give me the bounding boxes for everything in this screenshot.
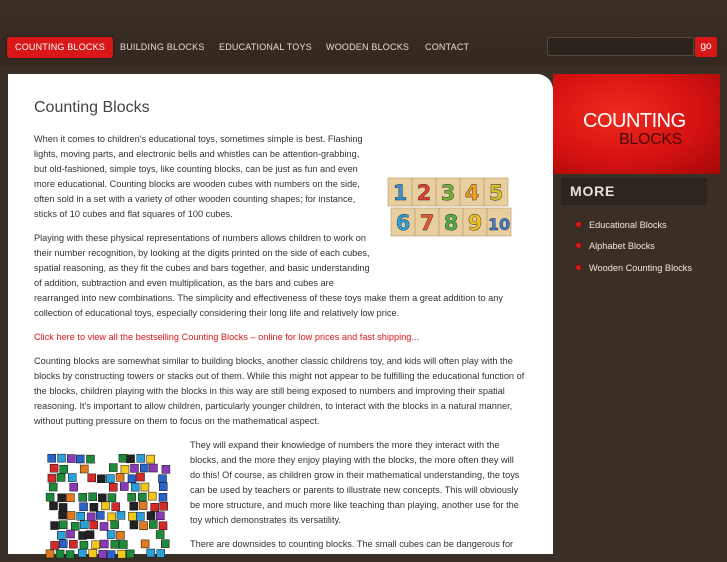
sidebar-item-wooden-counting-blocks[interactable] xyxy=(576,263,692,273)
number-block-digit: 5 xyxy=(488,181,504,205)
stacked-cube xyxy=(130,502,138,510)
stacked-cube xyxy=(140,522,148,530)
stacked-cube xyxy=(66,551,74,559)
stacked-cube xyxy=(111,540,119,548)
stacked-cube xyxy=(157,549,165,557)
stacked-cube xyxy=(96,511,104,519)
stacked-cube xyxy=(137,454,145,462)
stacked-cube xyxy=(80,503,88,511)
stacked-cube xyxy=(79,532,87,540)
nav-contact[interactable]: CONTACT xyxy=(425,42,470,52)
stacked-cube xyxy=(97,475,105,483)
stacked-cube xyxy=(88,474,96,482)
more-heading: MORE xyxy=(561,178,707,205)
stacked-cube xyxy=(59,540,67,548)
sidebar-item-educational-blocks[interactable] xyxy=(576,220,667,230)
sidebar-item-label: Educational Blocks xyxy=(589,220,667,230)
stacked-cube xyxy=(107,531,115,539)
stacked-cube xyxy=(50,464,58,472)
nav-wooden-blocks[interactable]: WOODEN BLOCKS xyxy=(326,42,410,52)
paragraph-number-recognition-a: Playing with these physical representations of numbers allows children to work on their number recognition, by looking at the digits printed on the side of each cubes, spatial reasoning, as they fit the cubes and bars together, and basic understanding of addition, subtraction and even multiplication, as the bars and cubes are rearranged into new combinations. The simplicity and effectiveness of these toys make them a great addition to any collection of educational toys, especially considering their long life and relatively low price. xyxy=(34,233,503,319)
stacked-cube xyxy=(46,493,54,501)
stacked-cube xyxy=(80,521,88,529)
nav-educational-toys[interactable]: EDUCATIONAL TOYS xyxy=(219,42,312,52)
stacked-cube xyxy=(51,522,59,530)
stacked-cube xyxy=(160,502,168,510)
stacked-cube xyxy=(108,513,116,521)
stacked-cube xyxy=(76,455,84,463)
bullet-icon xyxy=(576,243,581,248)
stacked-cube xyxy=(148,492,156,500)
stacked-cube xyxy=(107,551,115,559)
stacked-cube xyxy=(60,465,68,473)
stacked-cube xyxy=(116,473,124,481)
stacked-cube xyxy=(57,473,65,481)
stacked-cube xyxy=(70,483,78,491)
stacked-cube xyxy=(87,513,95,521)
search-input[interactable] xyxy=(547,37,694,56)
stacked-cube xyxy=(159,522,167,530)
stacked-cube xyxy=(156,512,164,520)
stacked-cube xyxy=(67,511,75,519)
stacked-cube xyxy=(120,483,128,491)
stacked-cube xyxy=(127,455,135,463)
stacked-cube xyxy=(89,549,97,557)
stacked-cube xyxy=(90,503,98,511)
number-block-digit: 10 xyxy=(487,215,511,234)
stacked-cube xyxy=(108,494,116,502)
stacked-cube xyxy=(100,540,108,548)
stacked-cube xyxy=(149,464,157,472)
stacked-cube xyxy=(59,511,67,519)
stacked-cube xyxy=(116,531,124,539)
paragraph-downsides: There are downsides to counting blocks. The small cubes can be dangerous for xyxy=(190,539,514,549)
stacked-cube xyxy=(156,531,164,539)
stacked-cube xyxy=(48,454,56,462)
stacked-cube xyxy=(128,512,136,520)
stacked-cube xyxy=(101,502,109,510)
stacked-cube xyxy=(46,550,54,558)
counting-blocks-banner xyxy=(553,74,720,174)
page-title: Counting Blocks xyxy=(34,99,150,116)
stacked-cube xyxy=(147,549,155,557)
stacked-cube xyxy=(58,454,66,462)
stacked-cube xyxy=(67,530,75,538)
paragraph-expand: They will expand their knowledge of numbers the more they interact with the blocks, and the more they enjoy playing with the blocks, the more often they will do this! Of course, as children grow in their mathematical understanding, the toys can be used by teachers or parents to illustrate new concepts. This will obviously be more structure, and much more like teaching than playing, another use for the toy which demonstrates its versatility. xyxy=(190,440,520,526)
stacked-cube xyxy=(140,464,148,472)
stacked-cube xyxy=(90,521,98,529)
stacked-cube xyxy=(117,511,125,519)
stacked-cube xyxy=(80,541,88,549)
paragraph-building: Counting blocks are somewhat similar to building blocks, another classic childrens toy, and kids will often play with the blocks by constructing towers or stacks out of them. While this might not appear to be fulfilling the educational function of the blocks, children playing with the blocks in this way are still being exposed to numbers and improving their spatial reasoning. It's important to allow children, particularly younger children, to interact with the blocks in a natural manner, without putting pressure on them to focus on the mathematical aspect. xyxy=(34,356,525,427)
stacked-cube xyxy=(128,475,136,483)
stacked-cube xyxy=(138,493,146,501)
nav-counting-blocks[interactable]: COUNTING BLOCKS xyxy=(7,37,113,58)
stacked-cube xyxy=(128,493,136,501)
bestselling-link[interactable]: Click here to view all the bestselling Counting Blocks – online for low prices and fast shipping... xyxy=(34,332,420,342)
stacked-cube xyxy=(68,474,76,482)
number-block-digit: 4 xyxy=(464,181,480,205)
bullet-icon xyxy=(576,265,581,270)
stacked-cube xyxy=(106,475,114,483)
stacked-cube xyxy=(59,503,67,511)
number-block-digit: 2 xyxy=(416,181,432,205)
banner-line1: COUNTING xyxy=(583,110,686,132)
stacked-cube xyxy=(130,464,138,472)
stacked-cube xyxy=(100,522,108,530)
stacked-cube xyxy=(141,483,149,491)
stacked-cube xyxy=(86,455,94,463)
stacked-cube xyxy=(151,503,159,511)
stacked-cube xyxy=(51,541,59,549)
stacked-blocks-image xyxy=(42,452,182,562)
stacked-cube xyxy=(162,465,170,473)
stacked-cube xyxy=(139,502,147,510)
stacked-cube xyxy=(119,454,127,462)
sidebar-item-label: Wooden Counting Blocks xyxy=(589,263,692,273)
stacked-cube xyxy=(137,473,145,481)
stacked-cube xyxy=(57,531,65,539)
stacked-cube xyxy=(59,521,67,529)
stacked-cube xyxy=(56,550,64,558)
bullet-icon xyxy=(576,222,581,227)
stacked-cube xyxy=(159,483,167,491)
stacked-cube xyxy=(130,521,138,529)
stacked-cube xyxy=(131,483,139,491)
stacked-cube xyxy=(112,503,120,511)
number-block-digit: 8 xyxy=(443,211,459,235)
stacked-cube xyxy=(50,502,58,510)
stacked-cube xyxy=(89,493,97,501)
sidebar-item-alphabet-blocks[interactable] xyxy=(576,241,655,251)
main-content xyxy=(8,74,553,554)
number-block-digit: 1 xyxy=(392,181,408,205)
stacked-cube xyxy=(149,521,157,529)
stacked-cube xyxy=(119,540,127,548)
stacked-cube xyxy=(147,512,155,520)
number-block-digit: 6 xyxy=(395,211,411,235)
stacked-cube xyxy=(79,493,87,501)
stacked-cube xyxy=(71,522,79,530)
stacked-cube xyxy=(69,540,77,548)
stacked-cube xyxy=(80,465,88,473)
stacked-cube xyxy=(126,550,134,558)
stacked-cube xyxy=(67,455,75,463)
banner-line2: BLOCKS xyxy=(619,131,683,148)
stacked-cube xyxy=(109,483,117,491)
sidebar-item-label: Alphabet Blocks xyxy=(589,241,655,251)
search-go-button[interactable]: go xyxy=(695,37,717,57)
stacked-cube xyxy=(141,540,149,548)
nav-building-blocks[interactable]: BUILDING BLOCKS xyxy=(120,42,205,52)
stacked-cube xyxy=(118,550,126,558)
stacked-cube xyxy=(78,549,86,557)
stacked-cube xyxy=(77,512,85,520)
stacked-cube xyxy=(48,474,56,482)
number-block-digit: 3 xyxy=(440,181,456,205)
stacked-cube xyxy=(159,493,167,501)
stacked-cube xyxy=(121,465,129,473)
stacked-cube xyxy=(158,475,166,483)
stacked-cube xyxy=(161,540,169,548)
stacked-cube xyxy=(66,494,74,502)
paragraph-intro: When it comes to children's educational toys, sometimes simple is best. Flashing lights, moving parts, and electronic bells and whistles can be attention-grabbing, but old-fashioned, simple toys, like counting blocks, can be just as fun and even more educational. Counting blocks are wooden cubes with numbers on the side, often sold in a set with a variety of other wooden counting shapes; for instance, sticks of 10 cubes and flat squares of 100 cubes. xyxy=(34,134,363,220)
stacked-cube xyxy=(98,494,106,502)
stacked-cube xyxy=(99,550,107,558)
number-block-digit: 9 xyxy=(467,211,483,235)
stacked-cube xyxy=(86,531,94,539)
stacked-cube xyxy=(58,494,66,502)
stacked-cube xyxy=(109,464,117,472)
stacked-cube xyxy=(136,512,144,520)
stacked-cube xyxy=(49,483,57,491)
stacked-cube xyxy=(147,455,155,463)
stacked-cube xyxy=(111,521,119,529)
number-block-digit: 7 xyxy=(419,211,435,235)
